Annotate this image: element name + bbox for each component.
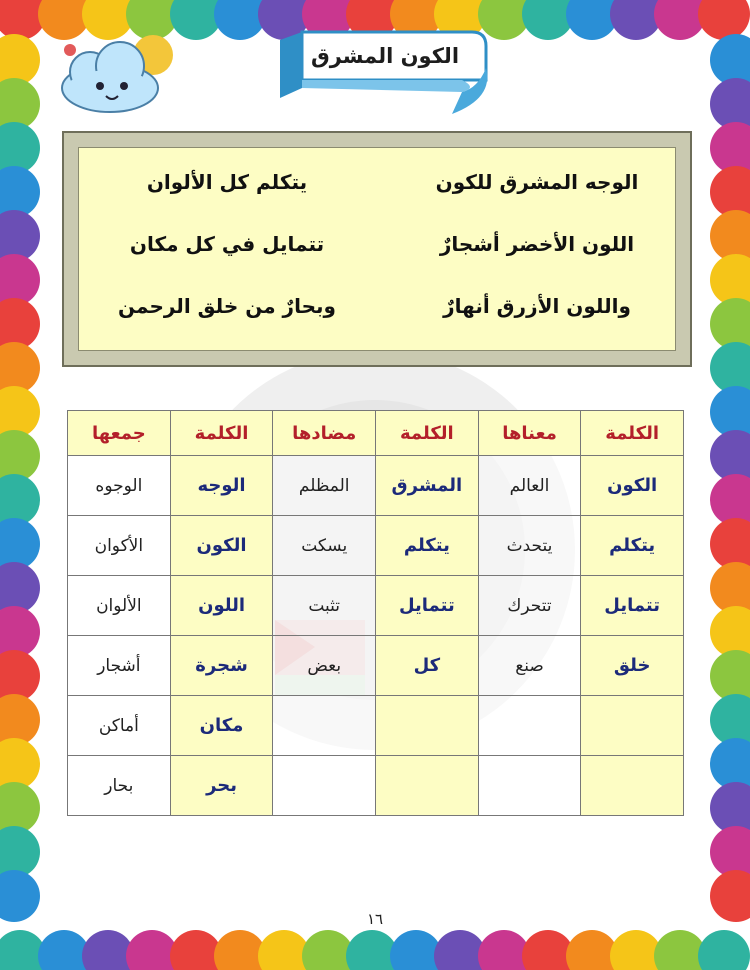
border-dot xyxy=(0,738,40,790)
cell-opposite: بعض xyxy=(273,636,376,696)
border-dot xyxy=(0,78,40,130)
poem-line-3-left: وبحارٌ من خلق الرحمن xyxy=(118,294,336,318)
border-dot xyxy=(698,0,750,40)
border-dot xyxy=(0,562,40,614)
border-dot xyxy=(522,0,574,40)
header-opposite: مضادها xyxy=(273,411,376,456)
cell-word: يتكلم xyxy=(581,516,684,576)
cell-word: الكون xyxy=(581,456,684,516)
border-dot xyxy=(0,210,40,262)
table-row xyxy=(68,756,684,816)
cell-word: اللون xyxy=(170,576,273,636)
border-dot xyxy=(710,122,750,174)
border-dot xyxy=(258,930,310,970)
poem-line-1-right: الوجه المشرق للكون xyxy=(435,170,639,194)
cell-plural: أشجار xyxy=(68,636,171,696)
cell-opposite: يسكت xyxy=(273,516,376,576)
border-dot xyxy=(710,78,750,130)
table-row xyxy=(68,576,684,636)
poem-line-2-right: اللون الأخضر أشجارٌ xyxy=(439,232,635,256)
border-dot xyxy=(214,0,266,40)
border-dot xyxy=(654,930,706,970)
border-dot xyxy=(710,474,750,526)
cell-word xyxy=(581,756,684,816)
border-dot xyxy=(0,782,40,834)
border-dot xyxy=(710,562,750,614)
table-header-row xyxy=(68,411,684,456)
border-dot xyxy=(654,0,706,40)
border-dot xyxy=(434,930,486,970)
border-dot xyxy=(0,342,40,394)
border-dot xyxy=(0,606,40,658)
header-meaning: معناها xyxy=(478,411,581,456)
border-dot xyxy=(710,826,750,878)
border-dot xyxy=(710,430,750,482)
border-dot xyxy=(390,930,442,970)
cell-word xyxy=(581,696,684,756)
cell-plural: أماكن xyxy=(68,696,171,756)
cell-meaning xyxy=(478,696,581,756)
border-dot xyxy=(0,870,40,922)
page-title: الكون المشرق xyxy=(310,44,460,68)
cell-word: خلق xyxy=(581,636,684,696)
border-dot xyxy=(566,0,618,40)
poem-inner-panel xyxy=(78,147,676,351)
border-dot xyxy=(346,930,398,970)
border-dot xyxy=(710,342,750,394)
border-dot xyxy=(710,694,750,746)
border-dot xyxy=(0,430,40,482)
cell-plural: الأكوان xyxy=(68,516,171,576)
vocabulary-table xyxy=(67,410,684,816)
border-dot xyxy=(0,386,40,438)
cell-word xyxy=(376,756,479,816)
header-plural: جمعها xyxy=(68,411,171,456)
header-word: الكلمة xyxy=(376,411,479,456)
cloud-sun-icon xyxy=(50,30,185,120)
cell-meaning: يتحدث xyxy=(478,516,581,576)
border-dot xyxy=(610,930,662,970)
cell-word: الكون xyxy=(170,516,273,576)
cell-plural: بحار xyxy=(68,756,171,816)
border-dot xyxy=(710,254,750,306)
cell-word: مكان xyxy=(170,696,273,756)
poem-line-3-right: واللون الأزرق أنهارٌ xyxy=(443,294,631,318)
cell-opposite: المظلم xyxy=(273,456,376,516)
border-dot xyxy=(0,694,40,746)
border-dot xyxy=(698,930,750,970)
poem-line-2-left: تتمايل في كل مكان xyxy=(129,232,325,256)
table-row xyxy=(68,636,684,696)
border-dot xyxy=(0,650,40,702)
cell-word: تتمايل xyxy=(581,576,684,636)
cell-word: شجرة xyxy=(170,636,273,696)
border-dot xyxy=(710,298,750,350)
border-dot xyxy=(710,210,750,262)
border-dot xyxy=(0,474,40,526)
cell-opposite: تثبت xyxy=(273,576,376,636)
cell-word: بحر xyxy=(170,756,273,816)
cell-meaning: تتحرك xyxy=(478,576,581,636)
border-dot xyxy=(710,518,750,570)
border-dot xyxy=(0,122,40,174)
border-dot xyxy=(38,930,90,970)
border-dot xyxy=(214,930,266,970)
border-dot xyxy=(0,166,40,218)
border-dot xyxy=(0,826,40,878)
border-dot xyxy=(0,254,40,306)
cell-word: المشرق xyxy=(376,456,479,516)
border-dot xyxy=(710,782,750,834)
cell-word: تتمايل xyxy=(376,576,479,636)
poem-line-1-left: يتكلم كل الألوان xyxy=(146,170,308,194)
border-dot xyxy=(0,518,40,570)
border-dot xyxy=(170,930,222,970)
cell-word: كل xyxy=(376,636,479,696)
border-dot xyxy=(302,930,354,970)
page-number: ١٦ xyxy=(366,910,384,928)
border-dot xyxy=(610,0,662,40)
cell-meaning: صنع xyxy=(478,636,581,696)
table-row xyxy=(68,516,684,576)
border-dot xyxy=(710,386,750,438)
border-dot xyxy=(710,34,750,86)
cell-word xyxy=(376,696,479,756)
cell-opposite xyxy=(273,696,376,756)
border-dot xyxy=(710,650,750,702)
poem-box xyxy=(62,131,692,367)
border-dot xyxy=(82,930,134,970)
cell-plural: الوجوه xyxy=(68,456,171,516)
border-dot xyxy=(0,298,40,350)
border-dot xyxy=(126,930,178,970)
cell-meaning xyxy=(478,756,581,816)
cell-opposite xyxy=(273,756,376,816)
cell-meaning: العالم xyxy=(478,456,581,516)
border-dot xyxy=(566,930,618,970)
border-dot xyxy=(522,930,574,970)
table-row xyxy=(68,696,684,756)
cell-word: الوجه xyxy=(170,456,273,516)
border-dot xyxy=(710,870,750,922)
border-dot xyxy=(710,166,750,218)
cell-word: يتكلم xyxy=(376,516,479,576)
border-dot xyxy=(0,34,40,86)
table-row xyxy=(68,456,684,516)
header-word: الكلمة xyxy=(581,411,684,456)
border-dot xyxy=(710,606,750,658)
cell-plural: الألوان xyxy=(68,576,171,636)
header-word: الكلمة xyxy=(170,411,273,456)
border-dot xyxy=(710,738,750,790)
border-dot xyxy=(478,930,530,970)
